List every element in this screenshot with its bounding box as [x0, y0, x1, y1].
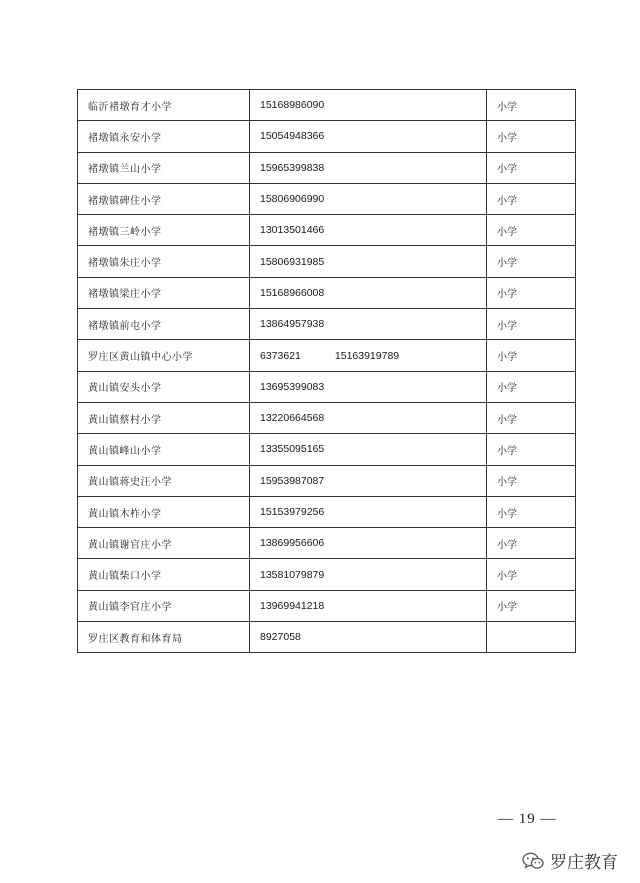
phone-cell — [250, 246, 487, 277]
table-row — [78, 121, 576, 152]
phone-number: 13869956606 — [260, 537, 325, 550]
school-name: 黄山镇蒋史汪小学 — [88, 477, 172, 489]
school-type-cell — [487, 528, 576, 559]
table-row — [78, 183, 576, 214]
school-type-cell — [487, 402, 576, 433]
table-row — [78, 215, 576, 246]
school-type: 小学 — [497, 602, 517, 614]
table-row — [78, 496, 576, 527]
school-name-cell — [78, 152, 250, 183]
table-body — [78, 90, 576, 653]
school-name-cell — [78, 434, 250, 465]
phone-cell — [250, 340, 487, 371]
phone-number: 15054948366 — [260, 130, 325, 143]
school-name-cell — [78, 496, 250, 527]
table-row — [78, 90, 576, 121]
school-name: 黄山镇安头小学 — [88, 383, 162, 395]
school-type-cell — [487, 559, 576, 590]
school-type-cell — [487, 246, 576, 277]
table-row — [78, 434, 576, 465]
phone-cell — [250, 465, 487, 496]
school-name-cell — [78, 90, 250, 121]
phone-number: 13355095165 — [260, 443, 325, 456]
school-name-cell — [78, 465, 250, 496]
phone-number: 15953987087 — [260, 474, 325, 487]
page-number: — 19 — — [498, 811, 557, 827]
school-type: 小学 — [497, 352, 517, 364]
school-name: 黄山镇木柞小学 — [88, 508, 162, 520]
school-type: 小学 — [497, 477, 517, 489]
phone-number: 8927058 — [260, 631, 301, 644]
school-type-cell — [487, 496, 576, 527]
school-type-cell — [487, 90, 576, 121]
school-name: 临沂褚墩育才小学 — [88, 101, 172, 113]
school-name-cell — [78, 528, 250, 559]
school-name-cell — [78, 402, 250, 433]
phone-cell — [250, 622, 487, 653]
table-row — [78, 340, 576, 371]
phone-cell — [250, 496, 487, 527]
school-name: 褚墩镇兰山小学 — [88, 164, 162, 176]
school-name-cell — [78, 121, 250, 152]
school-type: 小学 — [497, 571, 517, 583]
table-row — [78, 559, 576, 590]
phone-number: 13864957938 — [260, 318, 325, 331]
school-type-cell — [487, 340, 576, 371]
brand-name: 罗庄教育 — [550, 853, 618, 873]
school-type-cell — [487, 622, 576, 653]
school-type: 小学 — [497, 101, 517, 113]
school-name: 黄山镇李官庄小学 — [88, 602, 172, 614]
school-type-cell — [487, 371, 576, 402]
footer-brand — [522, 848, 618, 873]
phone-cell — [250, 371, 487, 402]
school-name-cell — [78, 559, 250, 590]
school-name: 黄山镇柴口小学 — [88, 571, 162, 583]
school-type-cell — [487, 309, 576, 340]
school-type: 小学 — [497, 445, 517, 457]
phone-cell — [250, 402, 487, 433]
school-name-cell — [78, 309, 250, 340]
school-type: 小学 — [497, 414, 517, 426]
school-type-cell — [487, 121, 576, 152]
phone-cell — [250, 309, 487, 340]
school-type: 小学 — [497, 195, 517, 207]
school-type: 小学 — [497, 539, 517, 551]
school-name-cell — [78, 340, 250, 371]
school-name: 褚墩镇永安小学 — [88, 132, 162, 144]
phone-cell — [250, 183, 487, 214]
phone-cell — [250, 277, 487, 308]
phone-cell — [250, 152, 487, 183]
school-contact-table — [77, 89, 576, 653]
phone-number: 6373621 — [260, 349, 301, 362]
phone-cell — [250, 559, 487, 590]
phone-number: 13969941218 — [260, 599, 325, 612]
school-type: 小学 — [497, 132, 517, 144]
table-row — [78, 590, 576, 621]
wechat-icon — [522, 852, 544, 870]
school-type: 小学 — [497, 508, 517, 520]
school-name: 罗庄区黄山镇中心小学 — [88, 352, 193, 364]
school-type: 小学 — [497, 320, 517, 332]
school-type-cell — [487, 183, 576, 214]
table-row — [78, 152, 576, 183]
school-type: 小学 — [497, 226, 517, 238]
phone-number: 13013501466 — [260, 224, 325, 237]
school-name: 黄山镇谢官庄小学 — [88, 539, 172, 551]
school-name-cell — [78, 590, 250, 621]
school-name: 褚墩镇前屯小学 — [88, 320, 162, 332]
table-row — [78, 465, 576, 496]
school-type-cell — [487, 277, 576, 308]
table-row — [78, 402, 576, 433]
phone-cell — [250, 90, 487, 121]
school-name-cell — [78, 277, 250, 308]
school-type-cell — [487, 152, 576, 183]
table-row — [78, 277, 576, 308]
school-name-cell — [78, 622, 250, 653]
phone-cell — [250, 528, 487, 559]
phone-number: 15965399838 — [260, 161, 325, 174]
phone-number: 15168966008 — [260, 286, 325, 299]
school-name: 褚墩镇三岭小学 — [88, 226, 162, 238]
school-type-cell — [487, 215, 576, 246]
school-name-cell — [78, 246, 250, 277]
school-type-cell — [487, 434, 576, 465]
table-row — [78, 622, 576, 653]
phone-number: 15168986090 — [260, 99, 325, 112]
school-name: 褚墩镇朱庄小学 — [88, 258, 162, 270]
school-name: 褚墩镇梁庄小学 — [88, 289, 162, 301]
table-row — [78, 246, 576, 277]
phone-cell — [250, 434, 487, 465]
school-name-cell — [78, 215, 250, 246]
phone-cell — [250, 590, 487, 621]
phone-number: 15806906990 — [260, 193, 325, 206]
phone-number: 13581079879 — [260, 568, 325, 581]
phone-number-secondary: 15163919789 — [334, 349, 400, 362]
school-type: 小学 — [497, 258, 517, 270]
school-name-cell — [78, 371, 250, 402]
table-row — [78, 371, 576, 402]
school-type: 小学 — [497, 383, 517, 395]
phone-number: 13220664568 — [260, 412, 325, 425]
phone-number: 15153979256 — [260, 506, 325, 518]
school-name-cell — [78, 183, 250, 214]
table-row — [78, 528, 576, 559]
school-name: 黄山镇峰山小学 — [88, 445, 162, 457]
school-type-cell — [487, 465, 576, 496]
school-name: 黄山镇蔡村小学 — [88, 414, 162, 426]
school-name: 褚墩镇碑住小学 — [88, 195, 162, 207]
school-name: 罗庄区教育和体育局 — [88, 633, 183, 645]
table-row — [78, 309, 576, 340]
phone-cell — [250, 215, 487, 246]
school-type-cell — [487, 590, 576, 621]
school-type: 小学 — [497, 289, 517, 301]
phone-number: 15806931985 — [260, 255, 325, 268]
school-type: 小学 — [497, 164, 517, 176]
phone-number: 13695399083 — [260, 380, 325, 393]
phone-cell — [250, 121, 487, 152]
